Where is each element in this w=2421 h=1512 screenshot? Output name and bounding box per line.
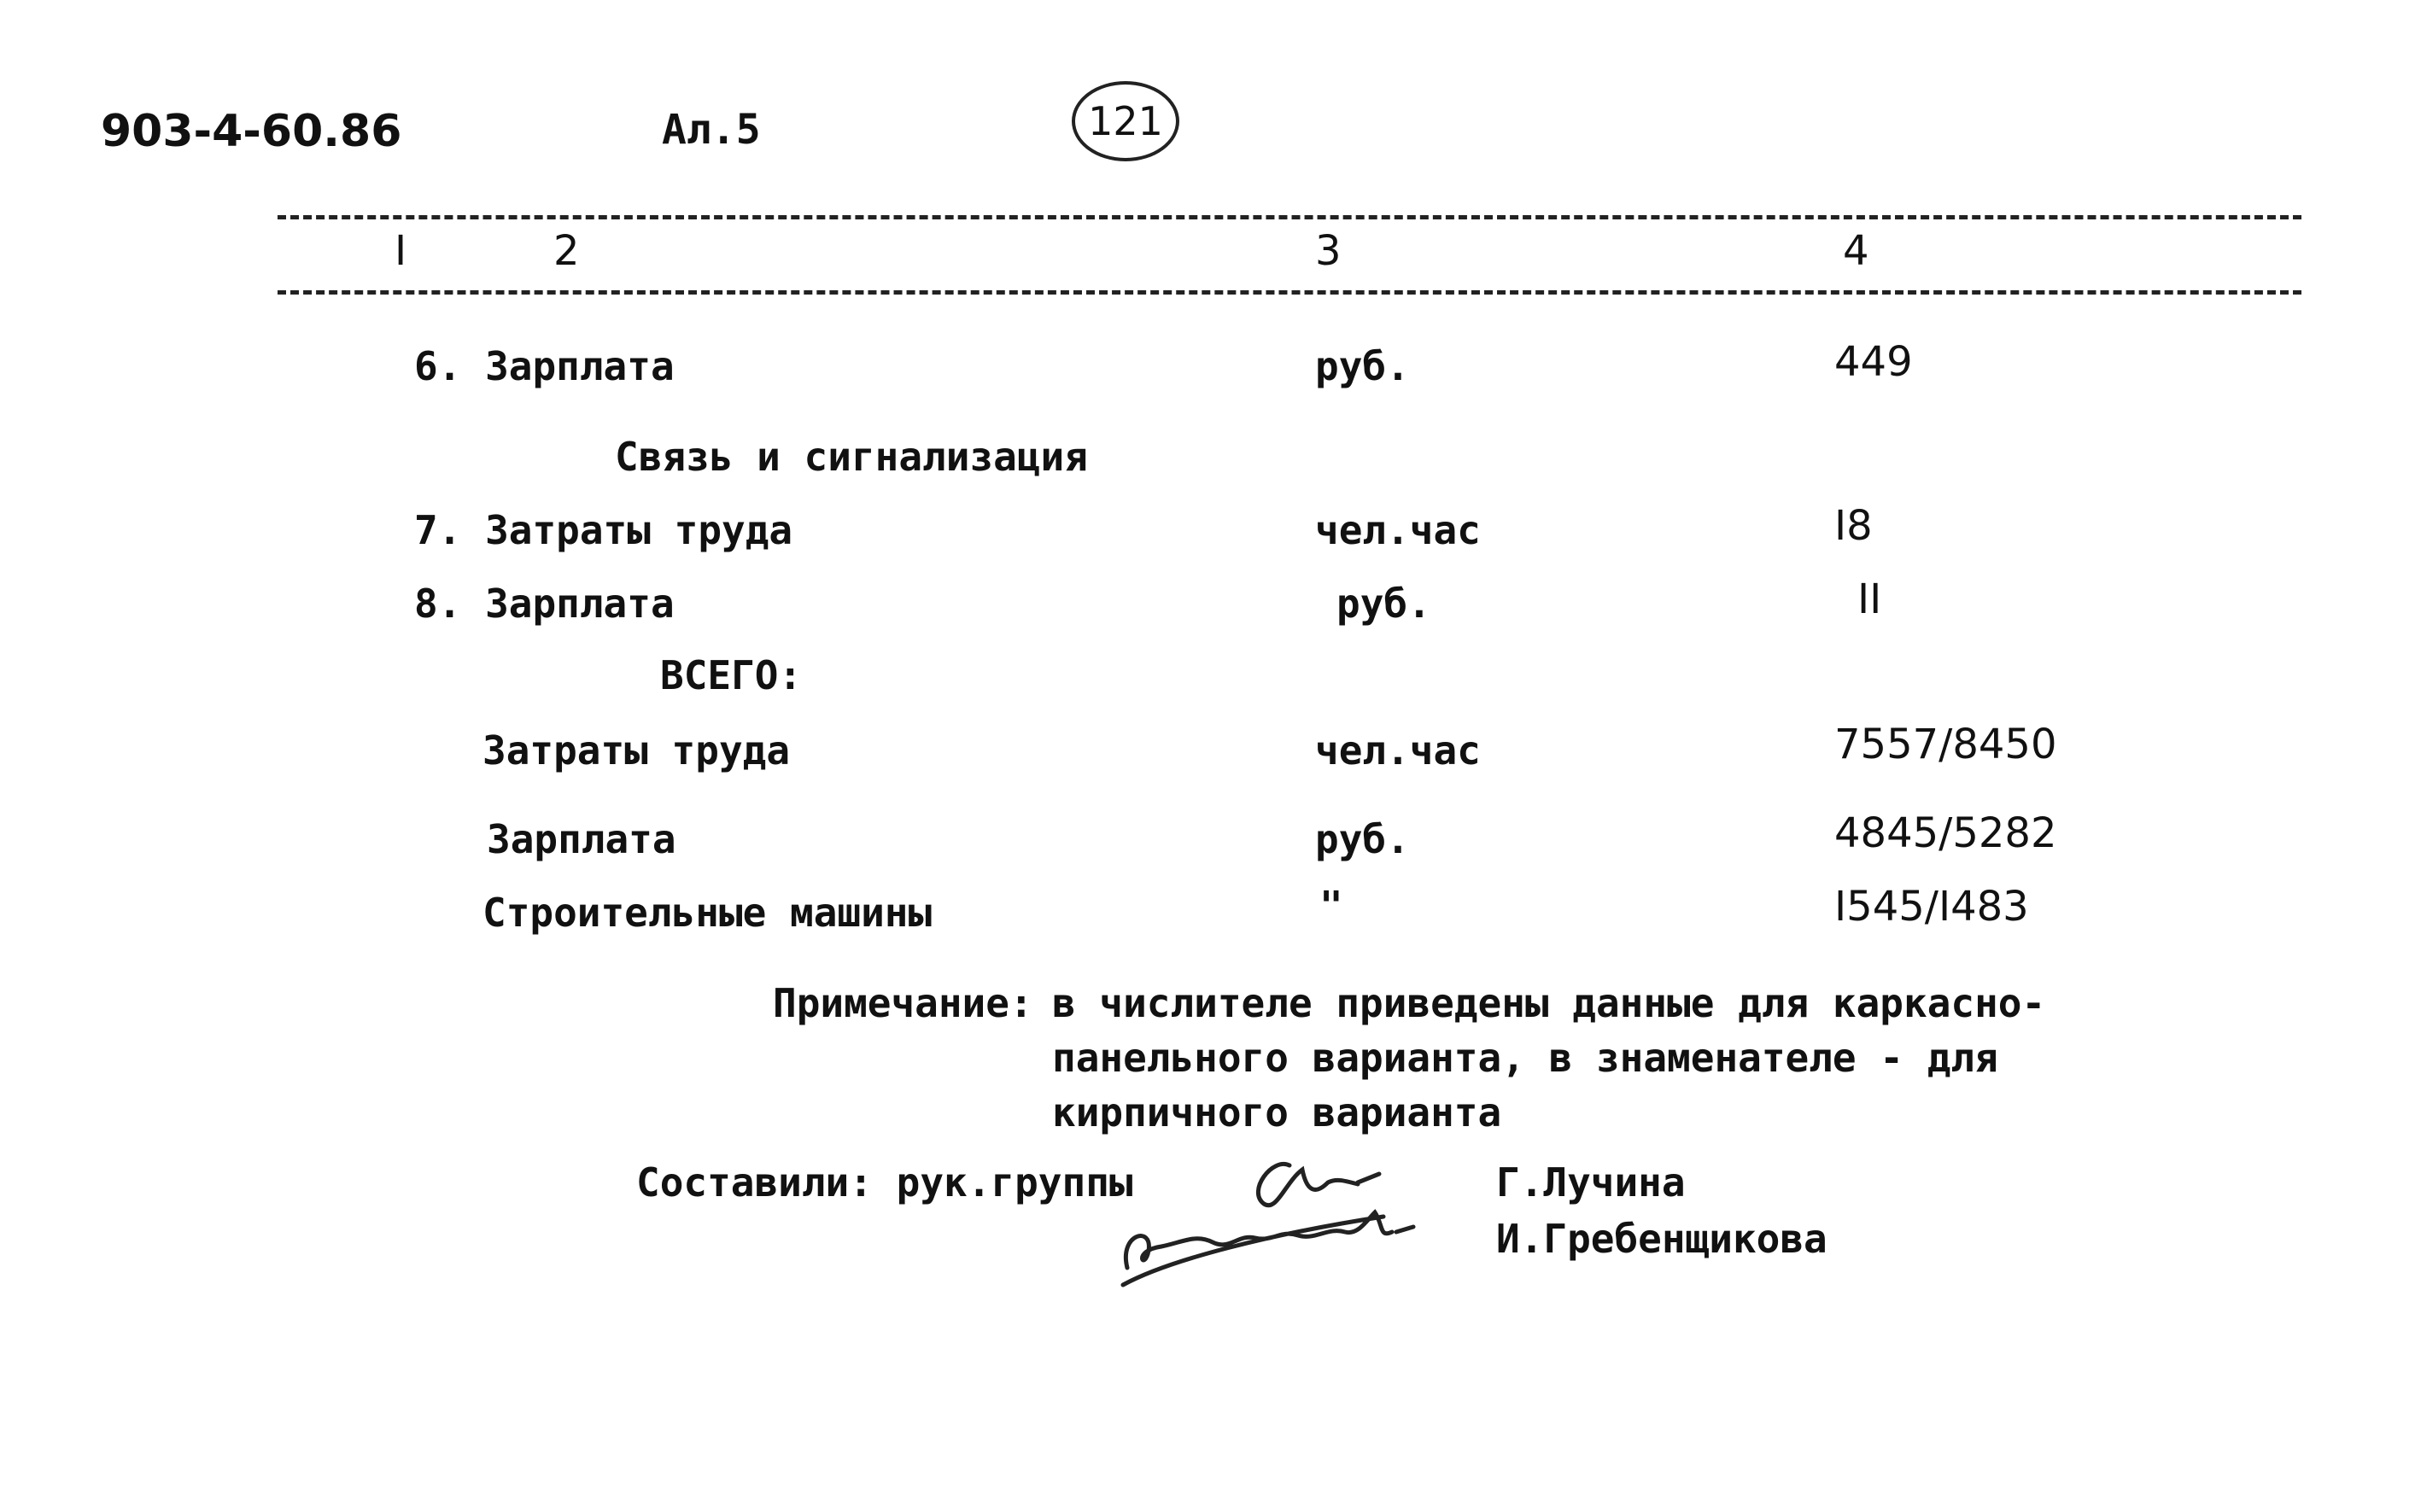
- signature-luchina: [1258, 1164, 1379, 1205]
- row-value: 449: [1834, 338, 1913, 386]
- row-label: Зарплата: [487, 816, 676, 862]
- authors-label: Составили: рук.группы: [636, 1159, 1133, 1206]
- note-line-2: панельного варианта, в знаменателе - для: [1052, 1035, 1998, 1081]
- document-code: 903-4-60.86: [101, 106, 402, 157]
- row-label: 8. Зарплата: [414, 581, 675, 627]
- sheet-label: Ал.5: [662, 106, 761, 154]
- row-label: 7. Затраты труда: [414, 507, 793, 553]
- row-value: 7557/8450: [1834, 721, 2057, 768]
- row-label: 6. Зарплата: [414, 343, 675, 389]
- column-header-1: I: [395, 227, 407, 275]
- row-label: Затраты труда: [482, 727, 791, 774]
- section-heading: Связь и сигнализация: [615, 434, 1088, 480]
- note-line-3: кирпичного варианта: [1052, 1089, 1502, 1135]
- section-heading: ВСЕГО:: [660, 652, 803, 698]
- row-unit: ": [1319, 883, 1343, 929]
- row-value: 4845/5282: [1834, 809, 2057, 857]
- author-name-1: Г.Лучина: [1496, 1159, 1686, 1206]
- row-unit: чел.час: [1315, 727, 1481, 774]
- column-header-4: 4: [1843, 227, 1869, 275]
- row-unit: руб.: [1336, 581, 1431, 627]
- signature-drawings: [1102, 1131, 1503, 1293]
- note-line-1: в числителе приведены данные для каркасно-: [1052, 980, 2046, 1026]
- row-value: I8: [1834, 502, 1873, 550]
- row-value: I545/I483: [1834, 883, 2029, 931]
- table-header-rule: [278, 290, 2301, 295]
- signature-grebenshchikova: [1123, 1212, 1413, 1285]
- author-name-2: И.Гребенщикова: [1496, 1216, 1827, 1262]
- note-label: Примечание:: [773, 980, 1033, 1026]
- column-header-2: 2: [553, 227, 580, 275]
- row-unit: руб.: [1315, 343, 1410, 389]
- page-number-circle: [1072, 81, 1179, 161]
- row-unit: чел.час: [1315, 507, 1481, 553]
- row-unit: руб.: [1315, 816, 1410, 862]
- column-header-3: 3: [1315, 227, 1342, 275]
- page-number: 121: [1088, 98, 1163, 144]
- row-label: Строительные машины: [482, 890, 933, 936]
- table-top-rule: [278, 215, 2301, 219]
- row-value: II: [1857, 575, 1882, 623]
